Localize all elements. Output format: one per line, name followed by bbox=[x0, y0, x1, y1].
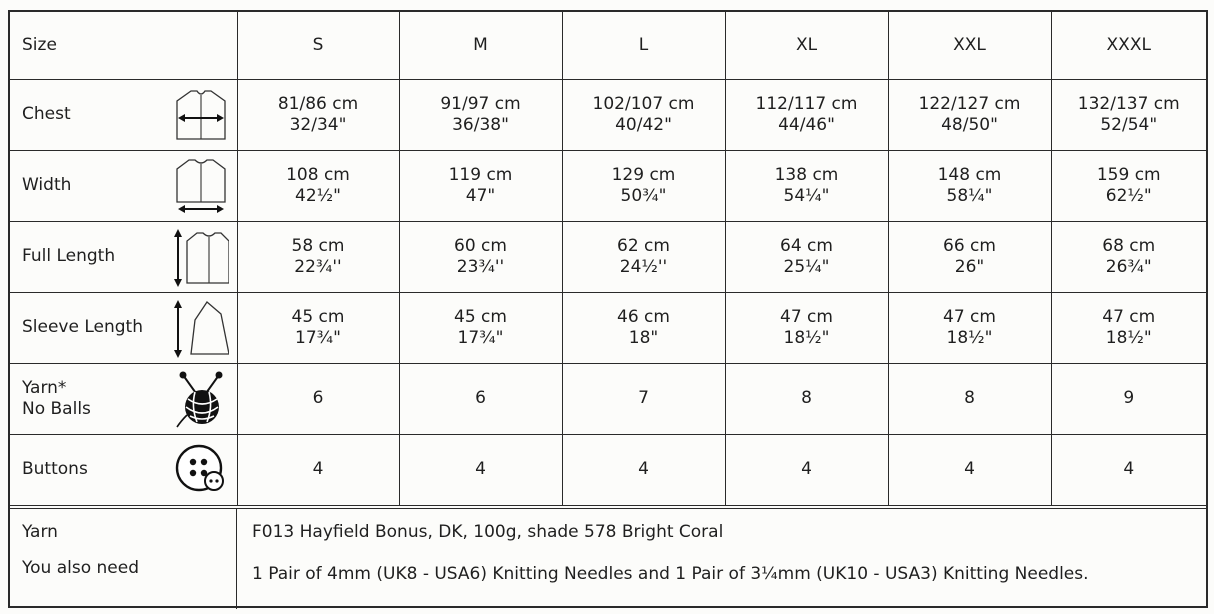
value-cell bbox=[562, 363, 725, 434]
chest-measure-icon bbox=[173, 85, 229, 145]
value-cell bbox=[888, 150, 1051, 221]
value-cell bbox=[1051, 79, 1206, 150]
table-row bbox=[10, 79, 1206, 150]
value-line-imperial: 62½" bbox=[1105, 185, 1152, 206]
value-line: 7 bbox=[638, 388, 649, 408]
row-label-cell bbox=[10, 150, 237, 221]
value-line: 8 bbox=[964, 388, 975, 408]
value-line: 138 cm bbox=[774, 164, 839, 185]
value-cell bbox=[237, 434, 399, 505]
value-cell bbox=[888, 363, 1051, 434]
value-line: 159 cm bbox=[1096, 164, 1161, 185]
row-label: Chest bbox=[22, 104, 71, 124]
value-line: 91/97 cm bbox=[440, 93, 521, 114]
value-line: 60 cm bbox=[454, 235, 507, 256]
value-line-imperial: 48/50" bbox=[941, 114, 998, 135]
row-label-cell bbox=[10, 434, 237, 505]
table-row bbox=[10, 434, 1206, 505]
value-line: 4 bbox=[638, 459, 649, 479]
value-line: 148 cm bbox=[937, 164, 1002, 185]
value-line: 47 cm bbox=[780, 306, 833, 327]
size-header-cell: S bbox=[237, 12, 399, 79]
button-icon bbox=[173, 440, 229, 500]
sleeve-measure-icon bbox=[173, 298, 229, 358]
value-line: 64 cm bbox=[780, 235, 833, 256]
value-line: 46 cm bbox=[617, 306, 670, 327]
also-need-value: 1 Pair of 4mm (UK8 - USA6) Knitting Needles and 1 Pair of 3¼mm (UK10 - USA3) Knitting Needles. bbox=[252, 564, 1089, 584]
table-row bbox=[10, 221, 1206, 292]
value-line-imperial: 52/54" bbox=[1100, 114, 1158, 135]
value-line: 9 bbox=[1123, 388, 1135, 408]
size-chart bbox=[8, 10, 1208, 608]
value-cell bbox=[888, 434, 1051, 505]
table-row bbox=[10, 292, 1206, 363]
value-cell bbox=[888, 79, 1051, 150]
value-cell bbox=[562, 79, 725, 150]
value-cell bbox=[399, 221, 562, 292]
value-cell bbox=[1051, 150, 1206, 221]
value-cell bbox=[888, 221, 1051, 292]
size-header-cell: XXL bbox=[888, 12, 1051, 79]
value-line: 122/127 cm bbox=[918, 93, 1021, 114]
value-cell bbox=[237, 150, 399, 221]
value-line-imperial: 26" bbox=[954, 256, 985, 277]
value-line: 8 bbox=[801, 388, 812, 408]
value-cell bbox=[399, 79, 562, 150]
row-label-cell bbox=[10, 292, 237, 363]
value-line: 6 bbox=[475, 388, 486, 408]
value-cell bbox=[725, 150, 888, 221]
value-line: 81/86 cm bbox=[277, 93, 359, 114]
value-cell bbox=[237, 363, 399, 434]
value-line: 119 cm bbox=[448, 164, 513, 185]
value-line: 4 bbox=[312, 459, 324, 479]
row-label: Full Length bbox=[22, 246, 116, 266]
value-cell bbox=[725, 292, 888, 363]
table-row bbox=[10, 150, 1206, 221]
value-line-imperial: 18½" bbox=[783, 327, 830, 348]
value-cell bbox=[1051, 292, 1206, 363]
value-cell bbox=[562, 150, 725, 221]
value-cell bbox=[725, 79, 888, 150]
width-measure-icon bbox=[173, 156, 229, 216]
value-cell bbox=[399, 434, 562, 505]
value-line: 4 bbox=[964, 459, 975, 479]
value-line: 129 cm bbox=[611, 164, 676, 185]
value-line-imperial: 58¼" bbox=[946, 185, 993, 206]
value-line-imperial: 54¼" bbox=[783, 185, 830, 206]
value-cell bbox=[237, 79, 399, 150]
size-header-row bbox=[10, 12, 1206, 79]
value-line: 112/117 cm bbox=[755, 93, 858, 114]
value-line: 102/107 cm bbox=[592, 93, 695, 114]
value-cell bbox=[562, 292, 725, 363]
yarn-ball-icon bbox=[173, 369, 229, 429]
value-line-imperial: 40/42" bbox=[615, 114, 672, 135]
row-label-cell bbox=[10, 221, 237, 292]
value-line: 4 bbox=[801, 459, 812, 479]
value-line: 47 cm bbox=[1102, 306, 1156, 327]
value-line-imperial: 22¾'' bbox=[294, 256, 342, 277]
value-cell bbox=[237, 292, 399, 363]
footer-section bbox=[10, 508, 1206, 609]
value-line: 4 bbox=[475, 459, 486, 479]
size-header-cell: XL bbox=[725, 12, 888, 79]
value-line: 108 cm bbox=[286, 164, 350, 185]
value-line: 4 bbox=[1123, 459, 1135, 479]
value-cell bbox=[725, 363, 888, 434]
length-measure-icon bbox=[173, 227, 229, 287]
size-header-cell: L bbox=[562, 12, 725, 79]
value-cell bbox=[237, 221, 399, 292]
value-line: 47 cm bbox=[943, 306, 996, 327]
yarn-value: F013 Hayfield Bonus, DK, 100g, shade 578 Bright Coral bbox=[252, 522, 724, 542]
size-header-cell: XXXL bbox=[1051, 12, 1206, 79]
footer-labels bbox=[10, 509, 237, 609]
value-line: 6 bbox=[312, 388, 324, 408]
value-line-imperial: 44/46" bbox=[778, 114, 835, 135]
row-label-second-line: No Balls bbox=[22, 398, 91, 419]
row-label: Sleeve Length bbox=[22, 317, 143, 337]
value-line: 132/137 cm bbox=[1077, 93, 1180, 114]
value-line-imperial: 36/38" bbox=[452, 114, 509, 135]
value-line-imperial: 32/34" bbox=[289, 114, 347, 135]
row-label-cell bbox=[10, 363, 237, 434]
table-row bbox=[10, 363, 1206, 434]
size-header-label: Size bbox=[10, 12, 237, 79]
value-line: 58 cm bbox=[291, 235, 345, 256]
value-line-imperial: 50¾" bbox=[620, 185, 667, 206]
value-line-imperial: 47" bbox=[465, 185, 496, 206]
value-cell bbox=[725, 434, 888, 505]
value-line-imperial: 17¾" bbox=[295, 327, 341, 348]
value-line-imperial: 24½'' bbox=[619, 256, 668, 277]
value-cell bbox=[562, 221, 725, 292]
row-label: Yarn* bbox=[22, 377, 67, 398]
value-cell bbox=[1051, 434, 1206, 505]
value-cell bbox=[399, 292, 562, 363]
value-line-imperial: 18½" bbox=[1105, 327, 1152, 348]
value-line-imperial: 25¼" bbox=[783, 256, 830, 277]
value-line: 66 cm bbox=[943, 235, 996, 256]
row-label-cell bbox=[10, 79, 237, 150]
value-cell bbox=[725, 221, 888, 292]
yarn-label: Yarn bbox=[22, 522, 58, 542]
value-line: 45 cm bbox=[291, 306, 345, 327]
value-line-imperial: 18" bbox=[628, 327, 659, 348]
value-cell bbox=[399, 363, 562, 434]
row-label: Width bbox=[22, 175, 72, 195]
value-line-imperial: 26¾" bbox=[1105, 256, 1152, 277]
row-label: Buttons bbox=[22, 459, 88, 479]
value-cell bbox=[1051, 221, 1206, 292]
value-cell bbox=[399, 150, 562, 221]
size-table bbox=[10, 12, 1206, 506]
value-line-imperial: 17¾" bbox=[457, 327, 504, 348]
value-cell bbox=[888, 292, 1051, 363]
value-line-imperial: 42½" bbox=[295, 185, 341, 206]
size-header-cell: M bbox=[399, 12, 562, 79]
also-need-label: You also need bbox=[22, 558, 139, 578]
value-cell bbox=[562, 434, 725, 505]
value-line-imperial: 18½" bbox=[946, 327, 993, 348]
value-line: 62 cm bbox=[617, 235, 670, 256]
value-cell bbox=[1051, 363, 1206, 434]
value-line: 68 cm bbox=[1102, 235, 1156, 256]
value-line: 45 cm bbox=[454, 306, 507, 327]
value-line-imperial: 23¾'' bbox=[456, 256, 505, 277]
